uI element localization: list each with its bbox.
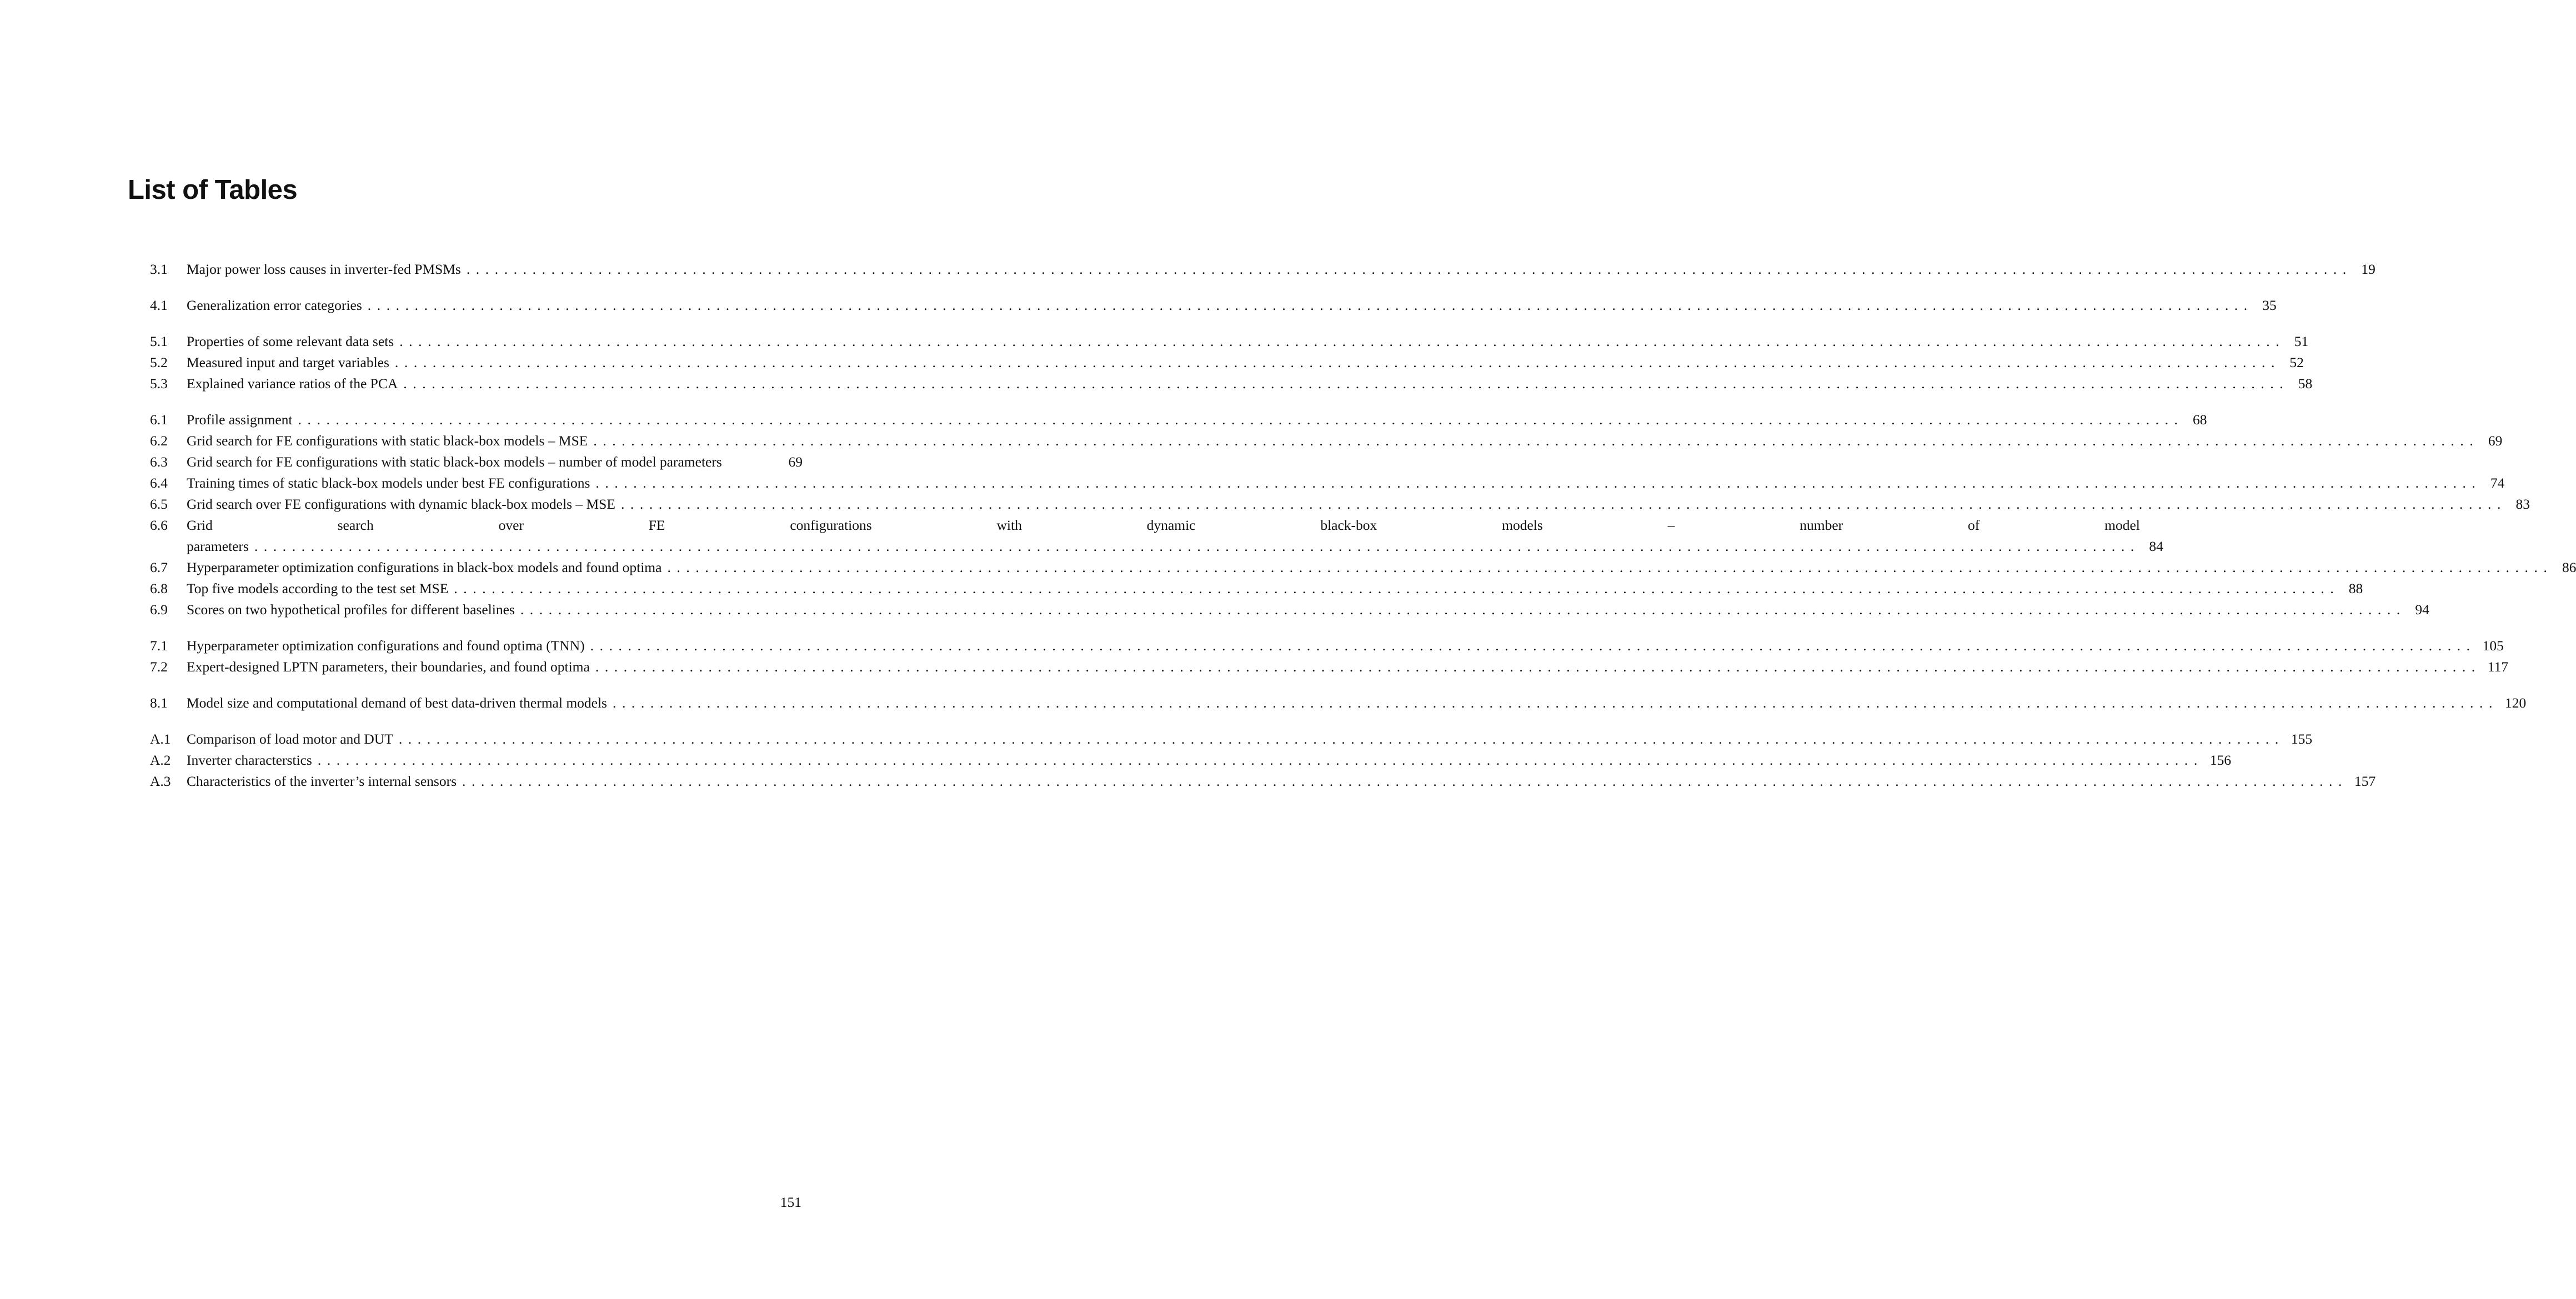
table-number: 7.1	[150, 638, 168, 654]
table-number: 6.4	[150, 475, 168, 491]
table-page-number: 86	[2562, 559, 2576, 575]
toc-entry[interactable]	[150, 635, 2504, 656]
table-number: A.3	[150, 773, 171, 789]
table-title: Grid search over FE configurations with dynamic black-box models – number of model	[187, 517, 2140, 533]
table-title: Measured input and target variables	[187, 354, 389, 370]
table-number: A.1	[150, 731, 171, 747]
toc-entry[interactable]	[150, 430, 2503, 452]
toc-entry[interactable]	[150, 473, 2505, 494]
table-number: 6.7	[150, 559, 168, 575]
table-number: 6.8	[150, 580, 168, 596]
table-page-number: 94	[2415, 601, 2429, 618]
dot-leader: ........................................................................................................................................................................................................	[667, 559, 2553, 575]
table-page-number: 88	[2348, 580, 2363, 596]
toc-entry[interactable]	[150, 494, 2530, 515]
toc-entry[interactable]	[150, 771, 2376, 792]
table-page-number: 58	[2298, 375, 2313, 392]
table-number: 6.2	[150, 433, 168, 449]
page-number: 151	[780, 1194, 801, 1210]
table-number: 4.1	[150, 297, 168, 313]
toc-group	[150, 635, 2509, 678]
toc-entry[interactable]	[150, 750, 2232, 771]
dot-leader: ........................................................................................................................................................................................................	[403, 375, 2289, 392]
table-title: Profile assignment	[187, 412, 293, 428]
toc-entry[interactable]	[150, 259, 2375, 280]
table-title: Properties of some relevant data sets	[187, 333, 394, 349]
dot-leader: ........................................................................................................................................................................................................	[590, 638, 2476, 654]
table-page-number: 69	[788, 454, 803, 470]
table-title-continued: parameters	[187, 538, 249, 554]
toc-entry[interactable]	[150, 409, 2207, 430]
list-of-tables-heading: List of Tables	[128, 175, 298, 205]
dot-leader: ........................................................................................................................................................................................................	[462, 773, 2348, 789]
table-number: 6.3	[150, 454, 168, 470]
dot-leader: ........................................................................................................................................................................................................	[593, 433, 2479, 449]
toc-entry[interactable]	[150, 352, 2304, 373]
table-title: Major power loss causes in inverter-fed PMSMs	[187, 261, 461, 277]
dot-leader: ........................................................................................................................................................................................................	[520, 601, 2406, 618]
table-title: Hyperparameter optimization configurations and found optima (TNN)	[187, 638, 585, 654]
table-page-number: 157	[2354, 773, 2376, 789]
dot-leader: ........................................................................................................................................................................................................	[298, 412, 2184, 428]
table-page-number: 52	[2289, 354, 2304, 370]
dot-leader: ........................................................................................................................................................................................................	[394, 354, 2281, 370]
toc-group	[150, 729, 2376, 792]
dot-leader: ........................................................................................................................................................................................................	[612, 695, 2498, 711]
toc-group	[150, 409, 2576, 620]
table-number: 7.2	[150, 659, 168, 675]
dot-leader: ........................................................................................................................................................................................................	[454, 580, 2340, 596]
toc-entry[interactable]	[150, 599, 2429, 620]
dot-leader: ........................................................................................................................................................................................................	[317, 752, 2203, 768]
toc-entry[interactable]	[150, 693, 2527, 714]
table-title: Comparison of load motor and DUT	[187, 731, 393, 747]
table-title: Grid search for FE configurations with static black-box models – MSE	[187, 433, 588, 449]
toc-entry[interactable]	[150, 557, 2576, 578]
table-number: 6.9	[150, 601, 168, 618]
table-number: 5.1	[150, 333, 168, 349]
toc-entry[interactable]	[150, 578, 2363, 599]
table-title: Model size and computational demand of best data-driven thermal models	[187, 695, 607, 711]
table-page-number: 84	[2149, 538, 2163, 554]
toc-entry[interactable]	[150, 656, 2509, 678]
toc-entry[interactable]	[150, 373, 2313, 394]
toc-group	[150, 331, 2313, 394]
dot-leader: ........................................................................................................................................................................................................	[254, 538, 2140, 554]
table-title: Grid search for FE configurations with static black-box models – number of model parameters	[187, 454, 722, 470]
table-number: 6.1	[150, 412, 168, 428]
table-page-number: 156	[2209, 752, 2232, 768]
toc-group	[150, 295, 2277, 316]
dot-leader: ........................................................................................................................................................................................................	[367, 297, 2253, 313]
table-page-number: 155	[2291, 731, 2313, 747]
table-number: 3.1	[150, 261, 168, 277]
table-number: 6.5	[150, 496, 168, 512]
toc-entry[interactable]	[150, 295, 2277, 316]
table-page-number: 68	[2193, 412, 2207, 428]
table-page-number: 51	[2294, 333, 2309, 349]
table-page-number: 83	[2515, 496, 2530, 512]
dot-leader: ........................................................................................................................................................................................................	[466, 261, 2352, 277]
dot-leader: ........................................................................................................................................................................................................	[595, 475, 2482, 491]
table-title: Explained variance ratios of the PCA	[187, 375, 398, 392]
table-number: A.2	[150, 752, 171, 768]
table-title: Characteristics of the inverter’s internal sensors	[187, 773, 457, 789]
toc-group	[150, 259, 2375, 280]
dot-leader: ........................................................................................................................................................................................................	[398, 731, 2284, 747]
dot-leader: ........................................................................................................................................................................................................	[595, 659, 2481, 675]
table-number: 8.1	[150, 695, 168, 711]
table-number: 6.6	[150, 517, 168, 533]
toc-entry[interactable]	[150, 515, 2163, 557]
table-number: 5.3	[150, 375, 168, 392]
table-title: Expert-designed LPTN parameters, their boundaries, and found optima	[187, 659, 590, 675]
toc-entry[interactable]	[150, 729, 2313, 750]
table-title: Scores on two hypothetical profiles for different baselines	[187, 601, 515, 618]
dot-leader: ........................................................................................................................................................................................................	[399, 333, 2286, 349]
toc-entry[interactable]	[150, 452, 803, 473]
table-title: Top five models according to the test set MSE	[187, 580, 449, 596]
table-page-number: 105	[2482, 638, 2504, 654]
toc-group	[150, 693, 2527, 714]
dot-leader: ........................................................................................................................................................................................................	[620, 496, 2507, 512]
table-page-number: 69	[2488, 433, 2503, 449]
table-title: Training times of static black-box models under best FE configurations	[187, 475, 590, 491]
table-list	[150, 259, 2576, 807]
table-title: Grid search over FE configurations with dynamic black-box models – MSE	[187, 496, 615, 512]
table-page-number: 74	[2490, 475, 2505, 491]
table-page-number: 35	[2262, 297, 2277, 313]
table-title: Hyperparameter optimization configurations in black-box models and found optima	[187, 559, 662, 575]
table-page-number: 120	[2504, 695, 2527, 711]
table-number: 5.2	[150, 354, 168, 370]
table-title: Generalization error categories	[187, 297, 362, 313]
table-page-number: 19	[2361, 261, 2375, 277]
toc-entry[interactable]	[150, 331, 2309, 352]
table-page-number: 117	[2487, 659, 2509, 675]
table-title: Inverter characterstics	[187, 752, 312, 768]
